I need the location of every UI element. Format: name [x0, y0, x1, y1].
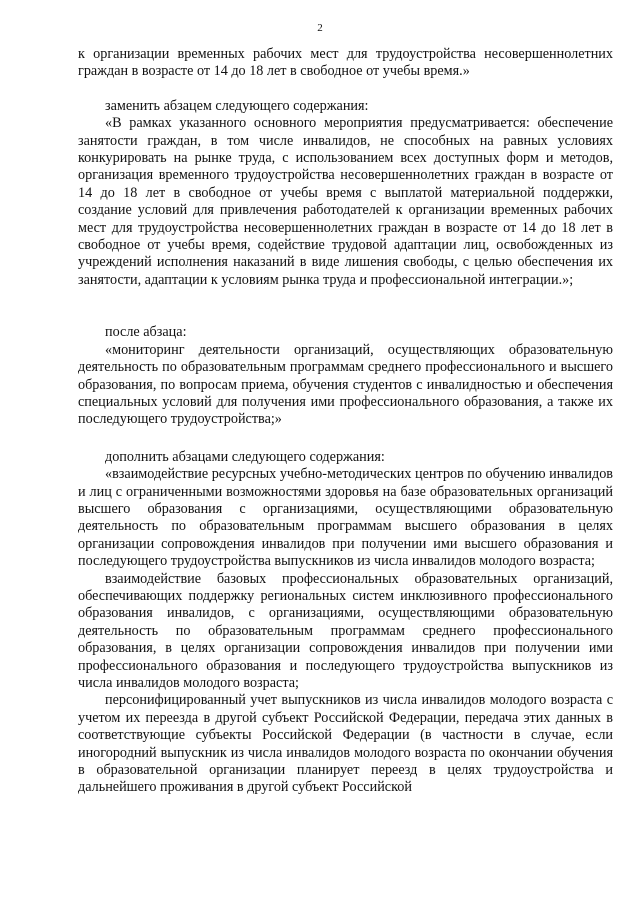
instruction-after: после абзаца: — [105, 324, 187, 341]
paragraph-personified-accounting: персонифицированный учет выпускников из числа инвалидов молодого возраста с учетом их переезда в другой субъект Российской Федерации, передача этих данных в соответствующие субъекты Российской Федерации (в частности в случае, если иногородний выпускник из числа инвалидов молодого возраста по окончании обучения в образовательной организации планирует переезд в целях трудоустройства и дальнейшего проживания в другой субъект Российской — [78, 692, 613, 796]
page-number: 2 — [317, 22, 323, 34]
paragraph-main-activity: «В рамках указанного основного мероприятия предусматривается: обеспечение занятости граждан, в том числе инвалидов, не способных на равных условиях конкурировать на рынке труда, с использованием всех доступных форм и методов, организация временного трудоустройства несовершеннолетних граждан в возрасте от 14 до 18 лет в свободное от учебы время с выплатой материальной поддержки, создание условий для привлечения работодателей к организации временных рабочих мест для трудоустройства несовершеннолетних граждан в возрасте от 14 до 18 лет в свободное от учебы время, содействие трудовой адаптации лиц, освобожденных из учреждений исполнения наказаний в виде лишения свободы, с целью обеспечения их занятости, адаптации к условиям рынка труда и профессиональной интеграции.»; — [78, 115, 613, 288]
paragraph-resource-centers: «взаимодействие ресурсных учебно-методических центров по обучению инвалидов и лиц с ограниченными возможностями здоровья на базе образовательных организаций высшего образования с организациями, осуществляющими образовательную деятельность по образовательным программам высшего образования в целях организации сопровождения инвалидов при получении ими высшего образования и последующего трудоустройства выпускников из числа инвалидов молодого возраста; — [78, 466, 613, 570]
instruction-add: дополнить абзацами следующего содержания: — [105, 448, 385, 465]
document-body — [78, 46, 613, 797]
paragraph-continuation: к организации временных рабочих мест для трудоустройства несовершеннолетних граждан в возрасте от 14 до 18 лет в свободное от учебы время.» — [78, 46, 613, 80]
paragraph-base-organizations: взаимодействие базовых профессиональных образовательных организаций, обеспечивающих поддержку региональных систем инклюзивного профессионального образования инвалидов, с организациями, осуществляющими образовательную деятельность по образовательным программам среднего профессионального образования, в целях организации сопровождения инвалидов при получении ими профессионального образования и последующего трудоустройства выпускников из числа инвалидов молодого возраста; — [78, 570, 613, 691]
paragraph-monitoring: «мониторинг деятельности организаций, осуществляющих образовательную деятельность по образовательным программам среднего профессионального и высшего образования, по вопросам приема, обучения студентов с инвалидностью и обеспечения специальных условий для получения ими профессионального образования, а также их последующего трудоустройства;» — [78, 341, 613, 428]
instruction-replace: заменить абзацем следующего содержания: — [105, 97, 369, 114]
